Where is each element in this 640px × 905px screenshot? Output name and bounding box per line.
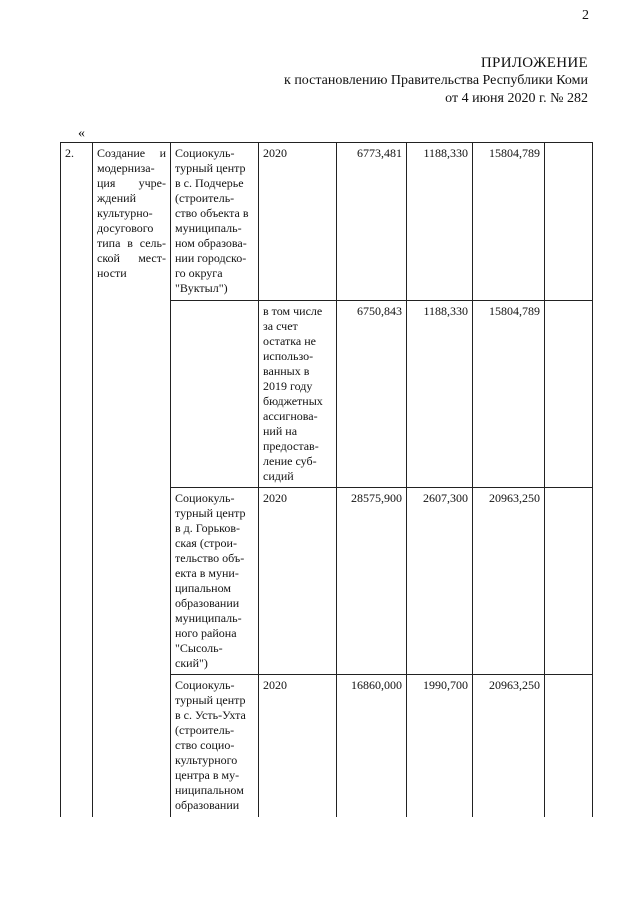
year-cell: в том числе за счет остатка не использо-ванных в 2019 году бюджетных ассигнова-ний на предостав-ление суб-сидий: [259, 301, 337, 488]
value-cell: 15804,789: [473, 301, 545, 488]
activity-name: Создание и модерниза-ция учре-ждений культурно-досугового типа в сель-ской мест-ности: [93, 143, 171, 817]
appendix-title: ПРИЛОЖЕНИЕ: [480, 55, 588, 71]
value-cell: 20963,250: [473, 488, 545, 675]
object-cell: [171, 301, 259, 488]
year-cell: 2020: [259, 488, 337, 675]
table-row: [61, 143, 593, 301]
object-cell: Социокуль-турный центр в с. Подчерье (строитель-ство объекта в муниципаль-ном образова-нии городско-го округа "Вуктыл"): [171, 143, 259, 301]
value-cell: 28575,900: [337, 488, 407, 675]
value-cell: 16860,000: [337, 675, 407, 817]
year-cell: 2020: [259, 143, 337, 301]
value-cell: 6750,843: [337, 301, 407, 488]
page-number: 2: [582, 8, 589, 23]
value-cell: 6773,481: [337, 143, 407, 301]
value-cell: 1188,330: [407, 143, 473, 301]
data-table: [60, 142, 593, 817]
value-cell: [545, 675, 593, 817]
opening-quote: «: [78, 126, 85, 141]
value-cell: 20963,250: [473, 675, 545, 817]
value-cell: 1990,700: [407, 675, 473, 817]
value-cell: 2607,300: [407, 488, 473, 675]
decree-reference: к постановлению Правительства Республики Коми: [284, 73, 588, 88]
value-cell: 1188,330: [407, 301, 473, 488]
object-cell: Социокуль-турный центр в д. Горьков-ская (строи-тельство объ-екта в муни-ципальном образовании муниципаль-ного района "Сысоль-ский"): [171, 488, 259, 675]
year-cell: 2020: [259, 675, 337, 817]
object-cell: Социокуль-турный центр в с. Усть-Ухта (строитель-ство социо-культурного центра в му-ниципальном образовании: [171, 675, 259, 817]
value-cell: [545, 488, 593, 675]
value-cell: 15804,789: [473, 143, 545, 301]
decree-date: от 4 июня 2020 г. № 282: [445, 91, 588, 106]
value-cell: [545, 143, 593, 301]
row-number: 2.: [61, 143, 93, 817]
value-cell: [545, 301, 593, 488]
document-header: [284, 54, 588, 108]
